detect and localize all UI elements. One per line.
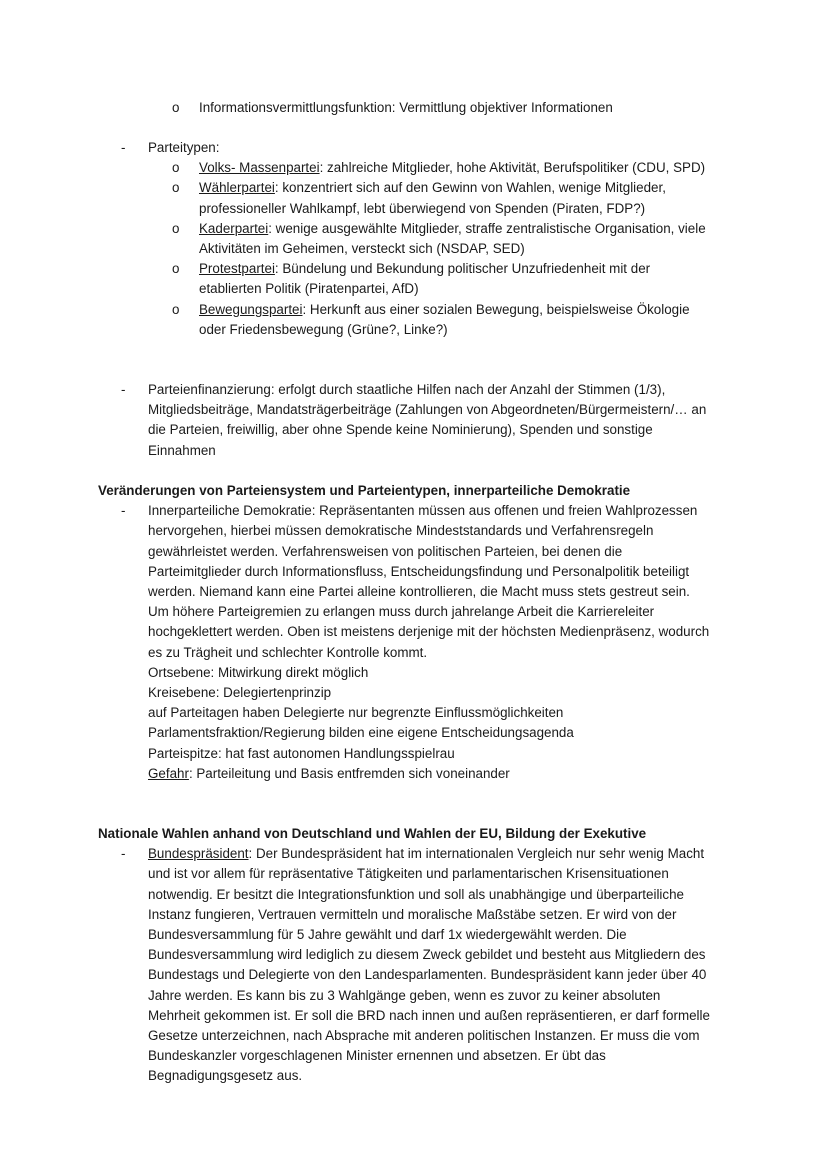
- section-heading: Nationale Wahlen anhand von Deutschland und Wahlen der EU, Bildung der Exekutive: [98, 826, 647, 841]
- finanzierung-item: [0, 380, 828, 461]
- term-bundespraesident: Bundespräsident: [148, 846, 249, 862]
- item-text: : wenige ausgewählte Mitglieder, straffe zentralistische Organisation, viele Aktivitäten im Geheimen, versteckt sich (NSDAP, SED): [199, 220, 706, 257]
- text-line: Ortsebene: Mitwirkung direkt möglich: [148, 664, 369, 680]
- circle-bullet: o: [172, 301, 180, 317]
- dash-bullet: -: [121, 382, 126, 397]
- term-protestpartei: Protestpartei: [199, 261, 275, 277]
- circle-bullet: o: [172, 160, 180, 176]
- section-innerparteiliche-demokratie: [0, 481, 828, 784]
- paragraph: : Der Bundespräsident hat im internationalen Vergleich nur sehr wenig Macht und ist vor allem für repräsentative Tätigkeiten und parlamentarischen Krisensituationen notwendig. Er besitzt die Integrationsfunktion und soll als unabhängige und überparteiliche Instanz fungieren, Vertrauen vermitteln und moralische Maßstäbe setzen. Er wird von der Bundesversammlung für 5 Jahre gewählt und darf 1x wiedergewählt werden. Die Bundesversammlung wird lediglich zu diesem Zweck gebildet und besteht aus Mitgliedern des Bundestags und Delegierte von den Landesparlamenten. Bundespräsident kann jeder über 40 Jahre werden. Es kann bis zu 3 Wahlgänge geben, wenn es zuvor zu keiner absoluten Mehrheit gekommen ist. Er soll die BRD nach innen und außen repräsentieren, er darf formelle Gesetze unterzeichnen, nach Absprache mit anderen politischen Instanzen. Er muss die vom Bundeskanzler vorgeschlagenen Minister ernennen und absetzen. Er übt das Begnadigungsgesetz aus.: [148, 846, 710, 1084]
- intro-item: [0, 98, 828, 118]
- term-volkspartei: Volks- Massenpartei: [199, 160, 320, 176]
- section-heading: Veränderungen von Parteiensystem und Parteientypen, innerparteiliche Demokratie: [98, 483, 631, 498]
- text-line: Parlamentsfraktion/Regierung bilden eine eigene Entscheidungsagenda: [148, 725, 574, 741]
- item-text: : konzentriert sich auf den Gewinn von Wahlen, wenige Mitglieder, professioneller Wahlkampf, lebt überwiegend von Spenden (Piraten, FDP?): [199, 180, 666, 216]
- circle-bullet: o: [172, 261, 180, 277]
- parteitypen-label: Parteitypen:: [148, 140, 220, 155]
- parteitypen-list: [0, 138, 828, 340]
- term-waehlerpartei: Wählerpartei: [199, 180, 275, 196]
- section-nationale-wahlen: [0, 824, 828, 1087]
- dash-bullet: -: [121, 140, 126, 155]
- finanzierung-text: Parteienfinanzierung: erfolgt durch staatliche Hilfen nach der Anzahl der Stimmen (1/3), Mitgliedsbeiträge, Mandatsträgerbeiträge (Zahlungen von Abgeordneten/Bürgermeistern/… an die Parteien, freiwillig, aber ohne Spende keine Nominierung), Spenden und sonstige Einnahmen: [148, 382, 707, 458]
- list-item: [199, 259, 714, 299]
- circle-bullet: o: [172, 100, 180, 115]
- circle-bullet: o: [172, 220, 180, 236]
- text-line: Parteispitze: hat fast autonomen Handlungsspielrau: [148, 745, 455, 761]
- list-item: [199, 178, 714, 218]
- item-text: : Bündelung und Bekundung politischer Unzufriedenheit mit der etablierten Politik (Piratenpartei, AfD): [199, 261, 651, 297]
- term-gefahr: Gefahr: [148, 765, 189, 781]
- list-item: [199, 300, 714, 340]
- list-item: [199, 219, 714, 259]
- gefahr-line: [148, 764, 714, 784]
- item-text: : zahlreiche Mitglieder, hohe Aktivität, Berufspolitiker (CDU, SPD): [319, 160, 706, 176]
- circle-bullet: o: [172, 180, 180, 196]
- text-line: Kreisebene: Delegiertenprinzip: [148, 685, 332, 701]
- paragraph: Innerparteiliche Demokratie: Repräsentanten müssen aus offenen und freien Wahlprozessen hervorgehen, hierbei müssen demokratische Mindeststandards und Verfahrensregeln gewährleistet werden. Verfahrensweisen von politischen Parteien, bei denen die Parteimitglieder durch Informationsfluss, Entscheidungsfindung und Personalpolitik beteiligt werden. Niemand kann eine Partei alleine kontrollieren, die Macht muss stets gestreut sein. Um höhere Parteigremien zu erlangen muss durch jahrelange Arbeit die Karriereleiter hochgeklettert werden. Oben ist meistens derjenige mit der höchsten Medienpräsenz, wodurch es zu Trägheit und schlechter Kontrolle kommt.: [148, 503, 710, 660]
- section-body: [148, 501, 714, 784]
- dash-bullet: -: [121, 503, 126, 519]
- gefahr-text: : Parteileitung und Basis entfremden sich voneinander: [188, 765, 510, 781]
- term-kaderpartei: Kaderpartei: [199, 220, 269, 236]
- term-bewegungspartei: Bewegungspartei: [199, 301, 303, 317]
- dash-bullet: -: [121, 846, 126, 862]
- list-item: [199, 158, 714, 178]
- section-body: [148, 844, 714, 1086]
- intro-item-text: Informationsvermittlungsfunktion: Vermittlung objektiver Informationen: [199, 100, 613, 115]
- item-text: : Herkunft aus einer sozialen Bewegung, beispielsweise Ökologie oder Friedensbewegung (Grüne?, Linke?): [199, 301, 690, 337]
- text-line: auf Parteitagen haben Delegierte nur begrenzte Einflussmöglichkeiten: [148, 705, 564, 721]
